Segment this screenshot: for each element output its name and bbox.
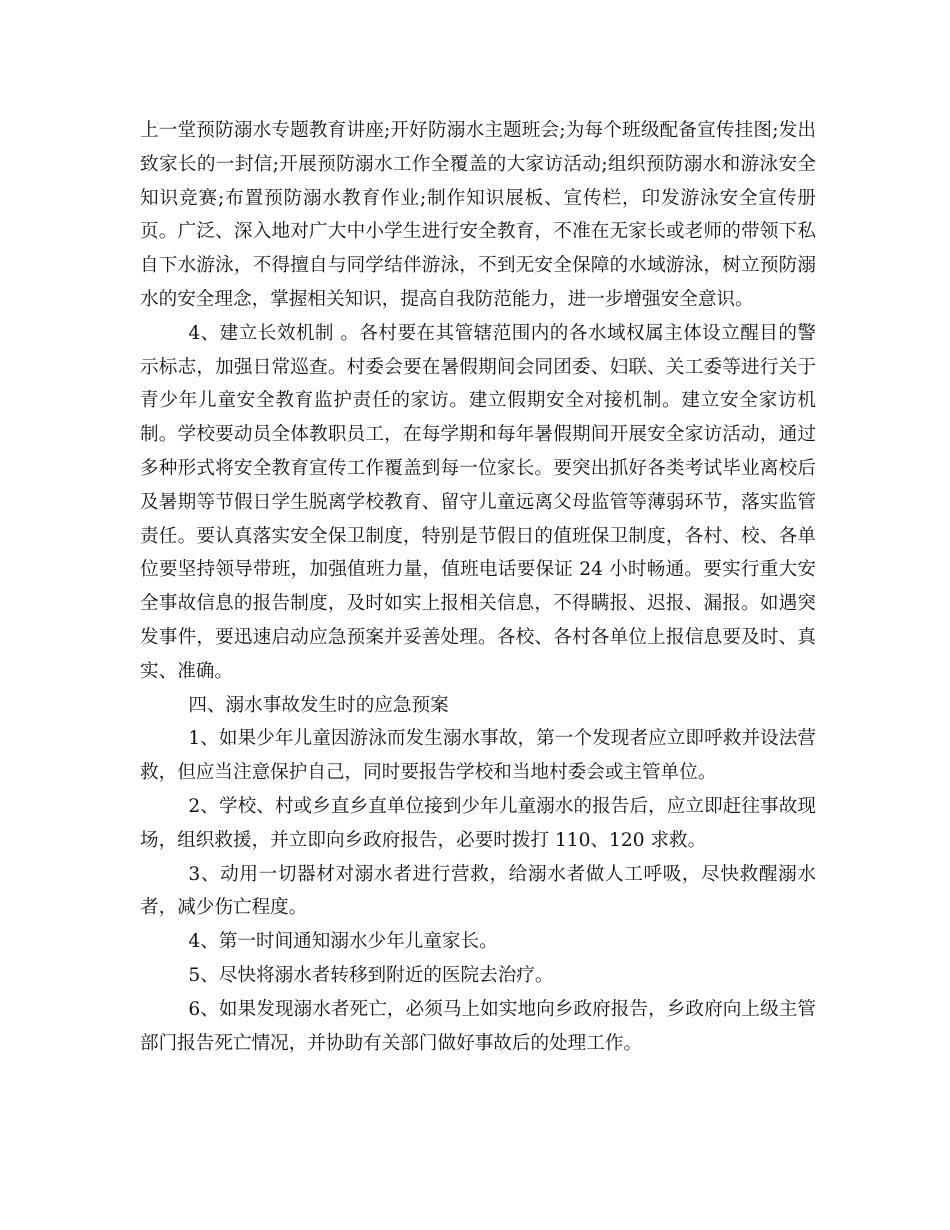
paragraph-item-2: 2、学校、村或乡直乡直单位接到少年儿童溺水的报告后，应立即赶往事故现场，组织救援，并立即向乡政府报告，必要时拨打 110、120 求救。 [140,795,816,851]
paragraph-item-3: 3、动用一切器材对溺水者进行营救，给溺水者做人工呼吸，尽快救醒溺水者，减少伤亡程度。 [140,863,816,919]
paragraph-item-1: 1、如果少年儿童因游泳而发生溺水事故，第一个发现者应立即呼救并设法营救，但应当注意保护自己，同时要报告学校和当地村委会或主管单位。 [140,728,816,784]
paragraph-item-6: 6、如果发现溺水者死亡，必须马上如实地向乡政府报告，乡政府向上级主管部门报告死亡情况，并协助有关部门做好事故后的处理工作。 [140,998,816,1054]
paragraph-long-term-mechanism: 4、建立长效机制 。各村要在其管辖范围内的各水域权属主体设立醒目的警示标志，加强日常巡查。村委会要在暑假期间会同团委、妇联、关工委等进行关于青少年儿童安全教育监护责任的家访。建立假期安全对接机制。建立安全家访机制。学校要动员全体教职员工，在每学期和每年暑假期间开展安全家访活动，通过多种形式将安全教育宣传工作覆盖到每一位家长。要突出抓好各类考试毕业离校后及暑期等节假日学生脱离学校教育、留守儿童远离父母监管等薄弱环节，落实监管责任。要认真落实安全保卫制度，特别是节假日的值班保卫制度，各村、校、各单位要坚持领导带班，加强值班力量，值班电话要保证 24 小时畅通。要实行重大安全事故信息的报告制度，及时如实上报相关信息，不得瞒报、迟报、漏报。如遇突发事件，要迅速启动应急预案并妥善处理。各校、各村各单位上报信息要及时、真实、准确。 [140,322,816,682]
section-heading-emergency-plan: 四、溺水事故发生时的应急预案 [188,694,449,716]
document-body [140,114,816,1060]
paragraph-item-4: 4、第一时间通知溺水少年儿童家长。 [188,931,498,953]
paragraph-item-5: 5、尽快将溺水者转移到附近的医院去治疗。 [188,964,554,986]
paragraph-continued: 上一堂预防溺水专题教育讲座;开好防溺水主题班会;为每个班级配备宣传挂图;发出致家长的一封信;开展预防溺水工作全覆盖的大家访活动;组织预防溺水和游泳安全知识竞赛;布置预防溺水教育作业;制作知识展板、宣传栏，印发游泳安全宣传册页。广泛、深入地对广大中小学生进行安全教育，不准在无家长或老师的带领下私自下水游泳，不得擅自与同学结伴游泳，不到无安全保障的水域游泳，树立预防溺水的安全理念，掌握相关知识，提高自我防范能力，进一步增强安全意识。 [140,120,816,310]
